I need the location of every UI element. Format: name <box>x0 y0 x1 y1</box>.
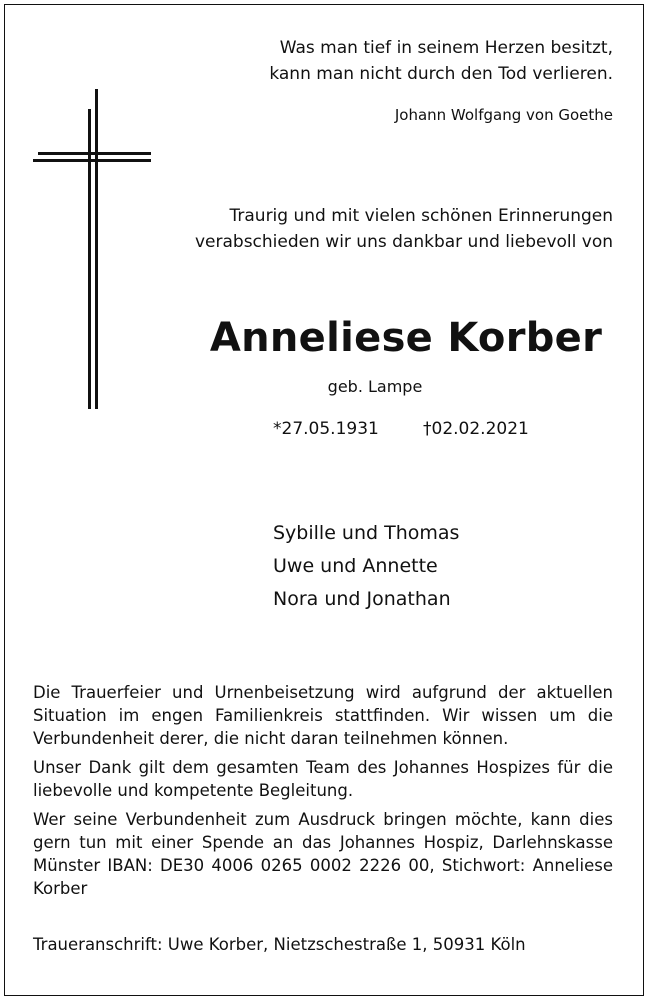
quote-line: kann man nicht durch den Tod verlieren. <box>269 64 613 84</box>
intro-line: verabschieden wir uns dankbar und liebevoll von <box>194 232 613 252</box>
quote-author: Johann Wolfgang von Goethe <box>394 106 613 124</box>
intro-line: Traurig und mit vielen schönen Erinnerungen <box>229 206 613 226</box>
thanks-paragraph: Unser Dank gilt dem gesamten Team des Johannes Hospizes für die liebevolle und kompetente Begleitung. <box>33 758 613 800</box>
mourner-entry: Uwe und Annette <box>273 555 438 577</box>
notice-body <box>33 681 613 906</box>
goethe-quote <box>213 35 613 87</box>
mourning-address: Traueranschrift: Uwe Korber, Nietzschestraße 1, 50931 Köln <box>33 935 526 954</box>
death-date: †02.02.2021 <box>423 419 529 439</box>
obituary-notice <box>4 4 644 996</box>
donation-paragraph: Wer seine Verbundenheit zum Ausdruck bringen möchte, kann dies gern tun mit einer Spende an das Johannes Hospiz, Darlehnskasse Münster IBAN: DE30 4006 0265 0002 2226 00, Stichwort: Anneliese Korber <box>33 810 613 898</box>
cross-icon <box>33 89 151 409</box>
mourner-entry: Nora und Jonathan <box>273 588 451 610</box>
maiden-name: geb. Lampe <box>327 377 423 396</box>
intro-text <box>183 203 613 255</box>
mourners-list <box>273 517 459 616</box>
deceased-name: Anneliese Korber <box>209 315 603 361</box>
quote-line: Was man tief in seinem Herzen besitzt, <box>279 38 613 58</box>
funeral-paragraph: Die Trauerfeier und Urnenbeisetzung wird aufgrund der aktuellen Situation im engen Familienkreis stattfinden. Wir wissen um die Verbundenheit derer, die nicht daran teilnehmen können. <box>33 683 613 748</box>
birth-date: *27.05.1931 <box>273 419 379 439</box>
mourner-entry: Sybille und Thomas <box>273 522 460 544</box>
